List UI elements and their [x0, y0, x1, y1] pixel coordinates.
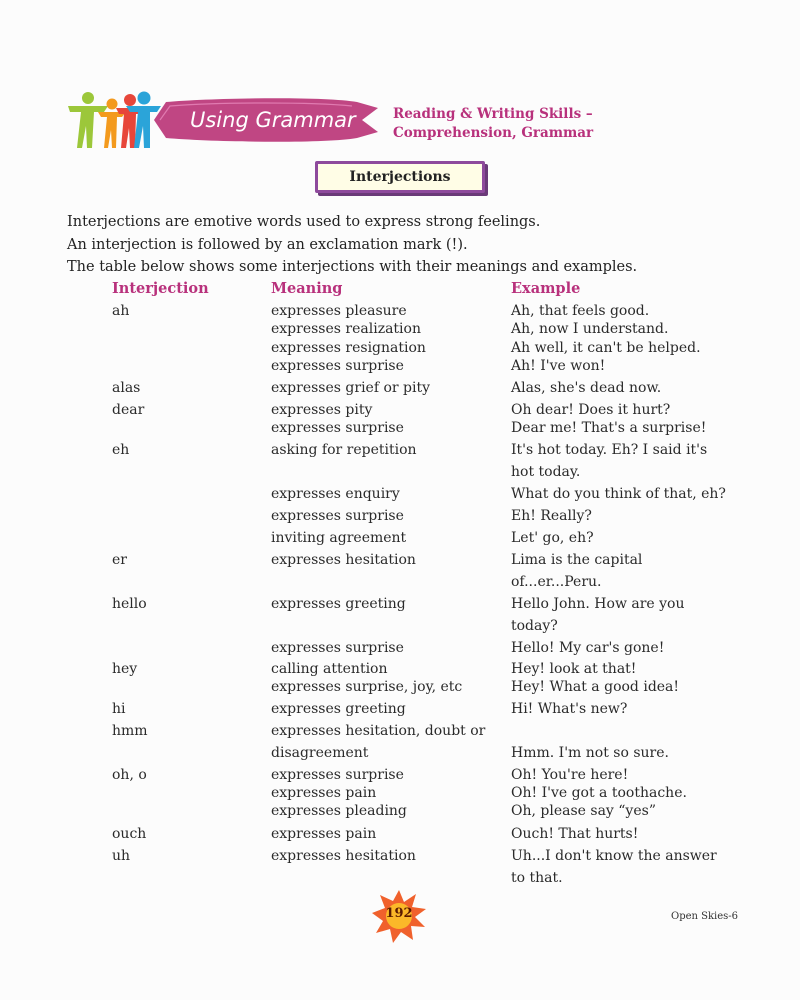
meaning-cell: expresses surprise	[271, 640, 404, 656]
meaning-cell: expresses pity	[271, 402, 373, 418]
example-cell: Oh! I've got a toothache.	[511, 785, 687, 801]
section-title-box	[315, 161, 485, 193]
meaning-cell: inviting agreement	[271, 530, 407, 546]
meaning-cell: expresses greeting	[271, 701, 406, 717]
example-cell: Uh...I don't know the answer	[511, 848, 717, 864]
example-cell: What do you think of that, eh?	[511, 486, 726, 502]
subtitle-line-1: Reading & Writing Skills –	[393, 106, 593, 122]
example-cell: Hey! look at that!	[511, 661, 637, 677]
meaning-cell: expresses realization	[271, 321, 421, 337]
example-cell: Lima is the capital	[511, 552, 643, 568]
meaning-cell: asking for repetition	[271, 442, 417, 458]
interjection-cell: ouch	[112, 826, 147, 842]
meaning-cell: calling attention	[271, 661, 388, 677]
meaning-cell: expresses surprise	[271, 358, 404, 374]
banner-title: Using Grammar	[190, 108, 356, 132]
intro-line-2: An interjection is followed by an exclamation mark (!).	[67, 237, 468, 253]
example-cell: Ah, that feels good.	[511, 303, 650, 319]
page-number: 192	[385, 906, 413, 921]
interjection-cell: uh	[112, 848, 131, 864]
interjection-cell: dear	[112, 402, 145, 418]
section-title: Interjections	[349, 169, 451, 185]
meaning-cell: expresses pleasure	[271, 303, 407, 319]
col-header-meaning: Meaning	[271, 280, 343, 297]
col-header-interjection: Interjection	[112, 280, 209, 297]
example-cell: Eh! Really?	[511, 508, 592, 524]
meaning-cell: expresses hesitation	[271, 552, 416, 568]
interjection-cell: alas	[112, 380, 141, 396]
meaning-cell: expresses pain	[271, 785, 377, 801]
example-cell: Alas, she's dead now.	[511, 380, 662, 396]
interjection-cell: eh	[112, 442, 130, 458]
people-logo-icon	[64, 90, 162, 152]
meaning-cell: expresses surprise	[271, 767, 404, 783]
meaning-cell: expresses pleading	[271, 803, 407, 819]
interjection-cell: oh, o	[112, 767, 147, 783]
meaning-cell: expresses pain	[271, 826, 377, 842]
example-cell: Oh! You're here!	[511, 767, 629, 783]
example-cell: of...er...Peru.	[511, 574, 602, 590]
intro-line-1: Interjections are emotive words used to express strong feelings.	[67, 214, 541, 230]
example-cell: today?	[511, 618, 558, 634]
meaning-cell: expresses enquiry	[271, 486, 400, 502]
meaning-cell: expresses surprise	[271, 508, 404, 524]
meaning-cell: expresses hesitation	[271, 848, 416, 864]
intro-line-3: The table below shows some interjections with their meanings and examples.	[67, 259, 638, 275]
subtitle-line-2: Comprehension, Grammar	[393, 125, 594, 141]
example-cell: Ah, now I understand.	[511, 321, 669, 337]
meaning-cell: expresses greeting	[271, 596, 406, 612]
interjection-cell: hey	[112, 661, 138, 677]
example-cell: Ah well, it can't be helped.	[511, 340, 701, 356]
example-cell: to that.	[511, 870, 563, 886]
meaning-cell: expresses hesitation, doubt or	[271, 723, 486, 739]
interjection-cell: hmm	[112, 723, 148, 739]
meaning-cell: disagreement	[271, 745, 369, 761]
meaning-cell: expresses resignation	[271, 340, 426, 356]
section-subtitle	[393, 105, 593, 143]
meaning-cell: expresses surprise, joy, etc	[271, 679, 463, 695]
example-cell: Hmm. I'm not so sure.	[511, 745, 669, 761]
example-cell: Hey! What a good idea!	[511, 679, 680, 695]
meaning-cell: expresses surprise	[271, 420, 404, 436]
example-cell: Oh dear! Does it hurt?	[511, 402, 671, 418]
example-cell: Ouch! That hurts!	[511, 826, 639, 842]
example-cell: It's hot today. Eh? I said it's	[511, 442, 708, 458]
interjection-cell: er	[112, 552, 127, 568]
example-cell: Ah! I've won!	[511, 358, 606, 374]
meaning-cell: expresses grief or pity	[271, 380, 431, 396]
example-cell: hot today.	[511, 464, 581, 480]
example-cell: Let' go, eh?	[511, 530, 594, 546]
interjection-cell: hello	[112, 596, 147, 612]
book-title-footer: Open Skies-6	[671, 911, 739, 922]
example-cell: Hello John. How are you	[511, 596, 685, 612]
example-cell: Hello! My car's gone!	[511, 640, 665, 656]
example-cell: Hi! What's new?	[511, 701, 628, 717]
example-cell: Dear me! That's a surprise!	[511, 420, 707, 436]
interjection-cell: hi	[112, 701, 126, 717]
example-cell: Oh, please say “yes”	[511, 803, 656, 819]
col-header-example: Example	[511, 280, 581, 297]
interjection-cell: ah	[112, 303, 130, 319]
